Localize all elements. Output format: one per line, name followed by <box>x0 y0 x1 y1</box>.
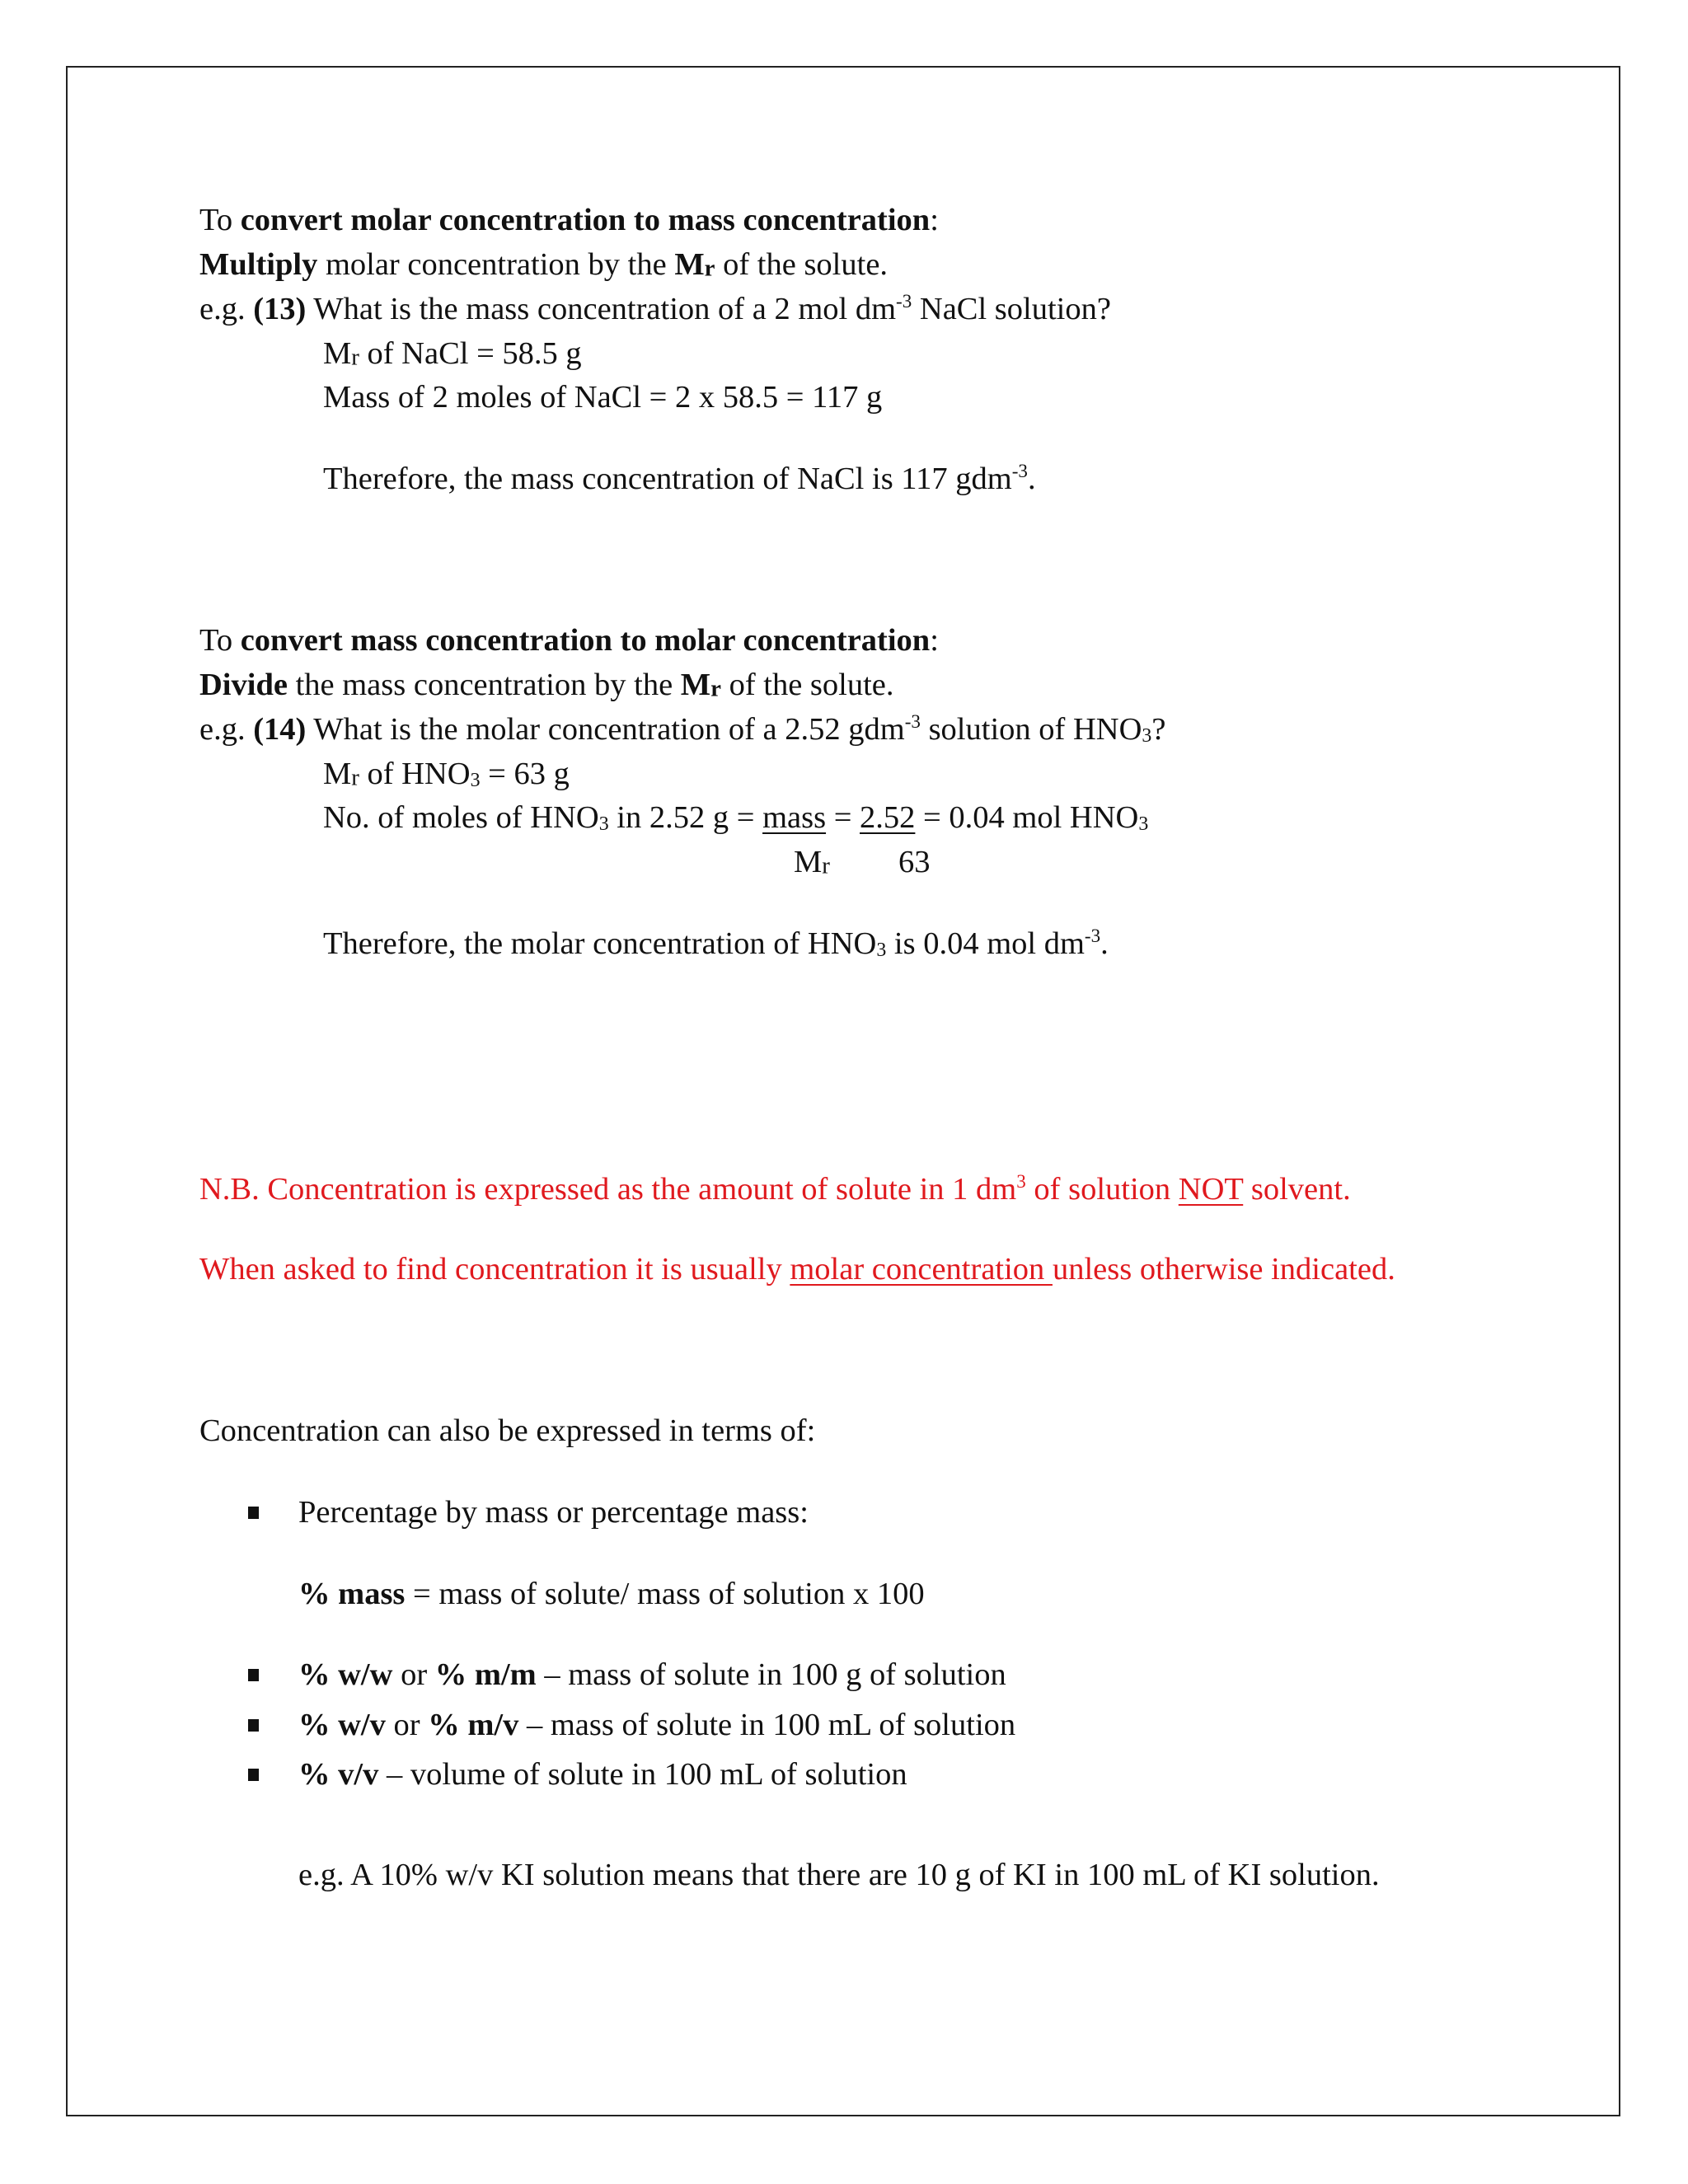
fraction-numerator-mass: mass <box>762 800 827 835</box>
section2-example: e.g. (14) What is the molar concentration of a 2.52 gdm$^{-3}$ solution of $HNO_3$? <box>199 710 1166 747</box>
fraction-denominator-mr: $M_r$ <box>794 845 830 879</box>
section3-intro: Concentration can also be expressed in terms of: <box>199 1413 816 1448</box>
section2-heading: To convert mass concentration to molar concentration: <box>199 623 939 658</box>
section1-rule: Multiply molar concentration by the $M_r$ of the solute. <box>199 247 889 282</box>
section2-mr-line: $M_r$ of $HNO_3 = 63$ g <box>323 757 570 791</box>
page-border <box>66 66 1620 2116</box>
section1-example: e.g. (13) What is the mass concentration of a 2 mol $dm^{-3}$ NaCl solution? <box>199 290 1111 326</box>
section2-rule: Divide the mass concentration by the $M_r$ of the solute. <box>199 668 894 702</box>
nb-note: N.B. Concentration is expressed as the amount of solute in 1 $dm^3$ of solution NOT solvent. <box>199 1170 1351 1207</box>
section3-example: e.g. A 10% w/v KI solution means that there are 10 g of KI in 100 mL of KI solution. <box>298 1858 1380 1892</box>
bullet-percentage-mass: Percentage by mass or percentage mass: <box>298 1495 809 1530</box>
section2-therefore: Therefore, the molar concentration of $HNO_3$ is 0.04 mol $dm^{-3}$. <box>323 925 1109 961</box>
usually-molar-note: When asked to find concentration it is usually molar concentration unless otherwise indicated. <box>199 1252 1395 1286</box>
bullet-square-icon <box>248 1507 259 1519</box>
section1-mr-line: $M_r$ of NaCl = 58.5 g <box>323 336 582 371</box>
section1-heading: To convert molar concentration to mass concentration: <box>199 203 939 237</box>
bullet-square-icon <box>248 1669 259 1681</box>
section1-mass-line: Mass of 2 moles of NaCl = 2 x 58.5 = 117 g <box>323 380 883 415</box>
bullet-percent-vv: % v/v – volume of solute in 100 mL of solution <box>298 1757 907 1792</box>
bullet-percent-ww: % w/w or % m/m – mass of solute in 100 g of solution <box>298 1657 1006 1692</box>
bullet-square-icon <box>248 1769 259 1781</box>
percent-mass-formula: % mass = mass of solute/ mass of solution x 100 <box>298 1577 925 1611</box>
section2-moles-line: No. of moles of $HNO_3$ in 2.52 g = mass = 2.52 = 0.04 mol $HNO_3$ <box>323 800 1149 835</box>
bullet-percent-wv: % w/v or % m/v – mass of solute in 100 mL of solution <box>298 1708 1016 1742</box>
fraction-denominator-value: 63 <box>898 845 931 879</box>
section1-therefore: Therefore, the mass concentration of NaCl is 117 gdm$^{-3}$. <box>323 460 1036 496</box>
fraction-numerator-value: 2.52 <box>860 800 916 835</box>
bullet-square-icon <box>248 1719 259 1732</box>
